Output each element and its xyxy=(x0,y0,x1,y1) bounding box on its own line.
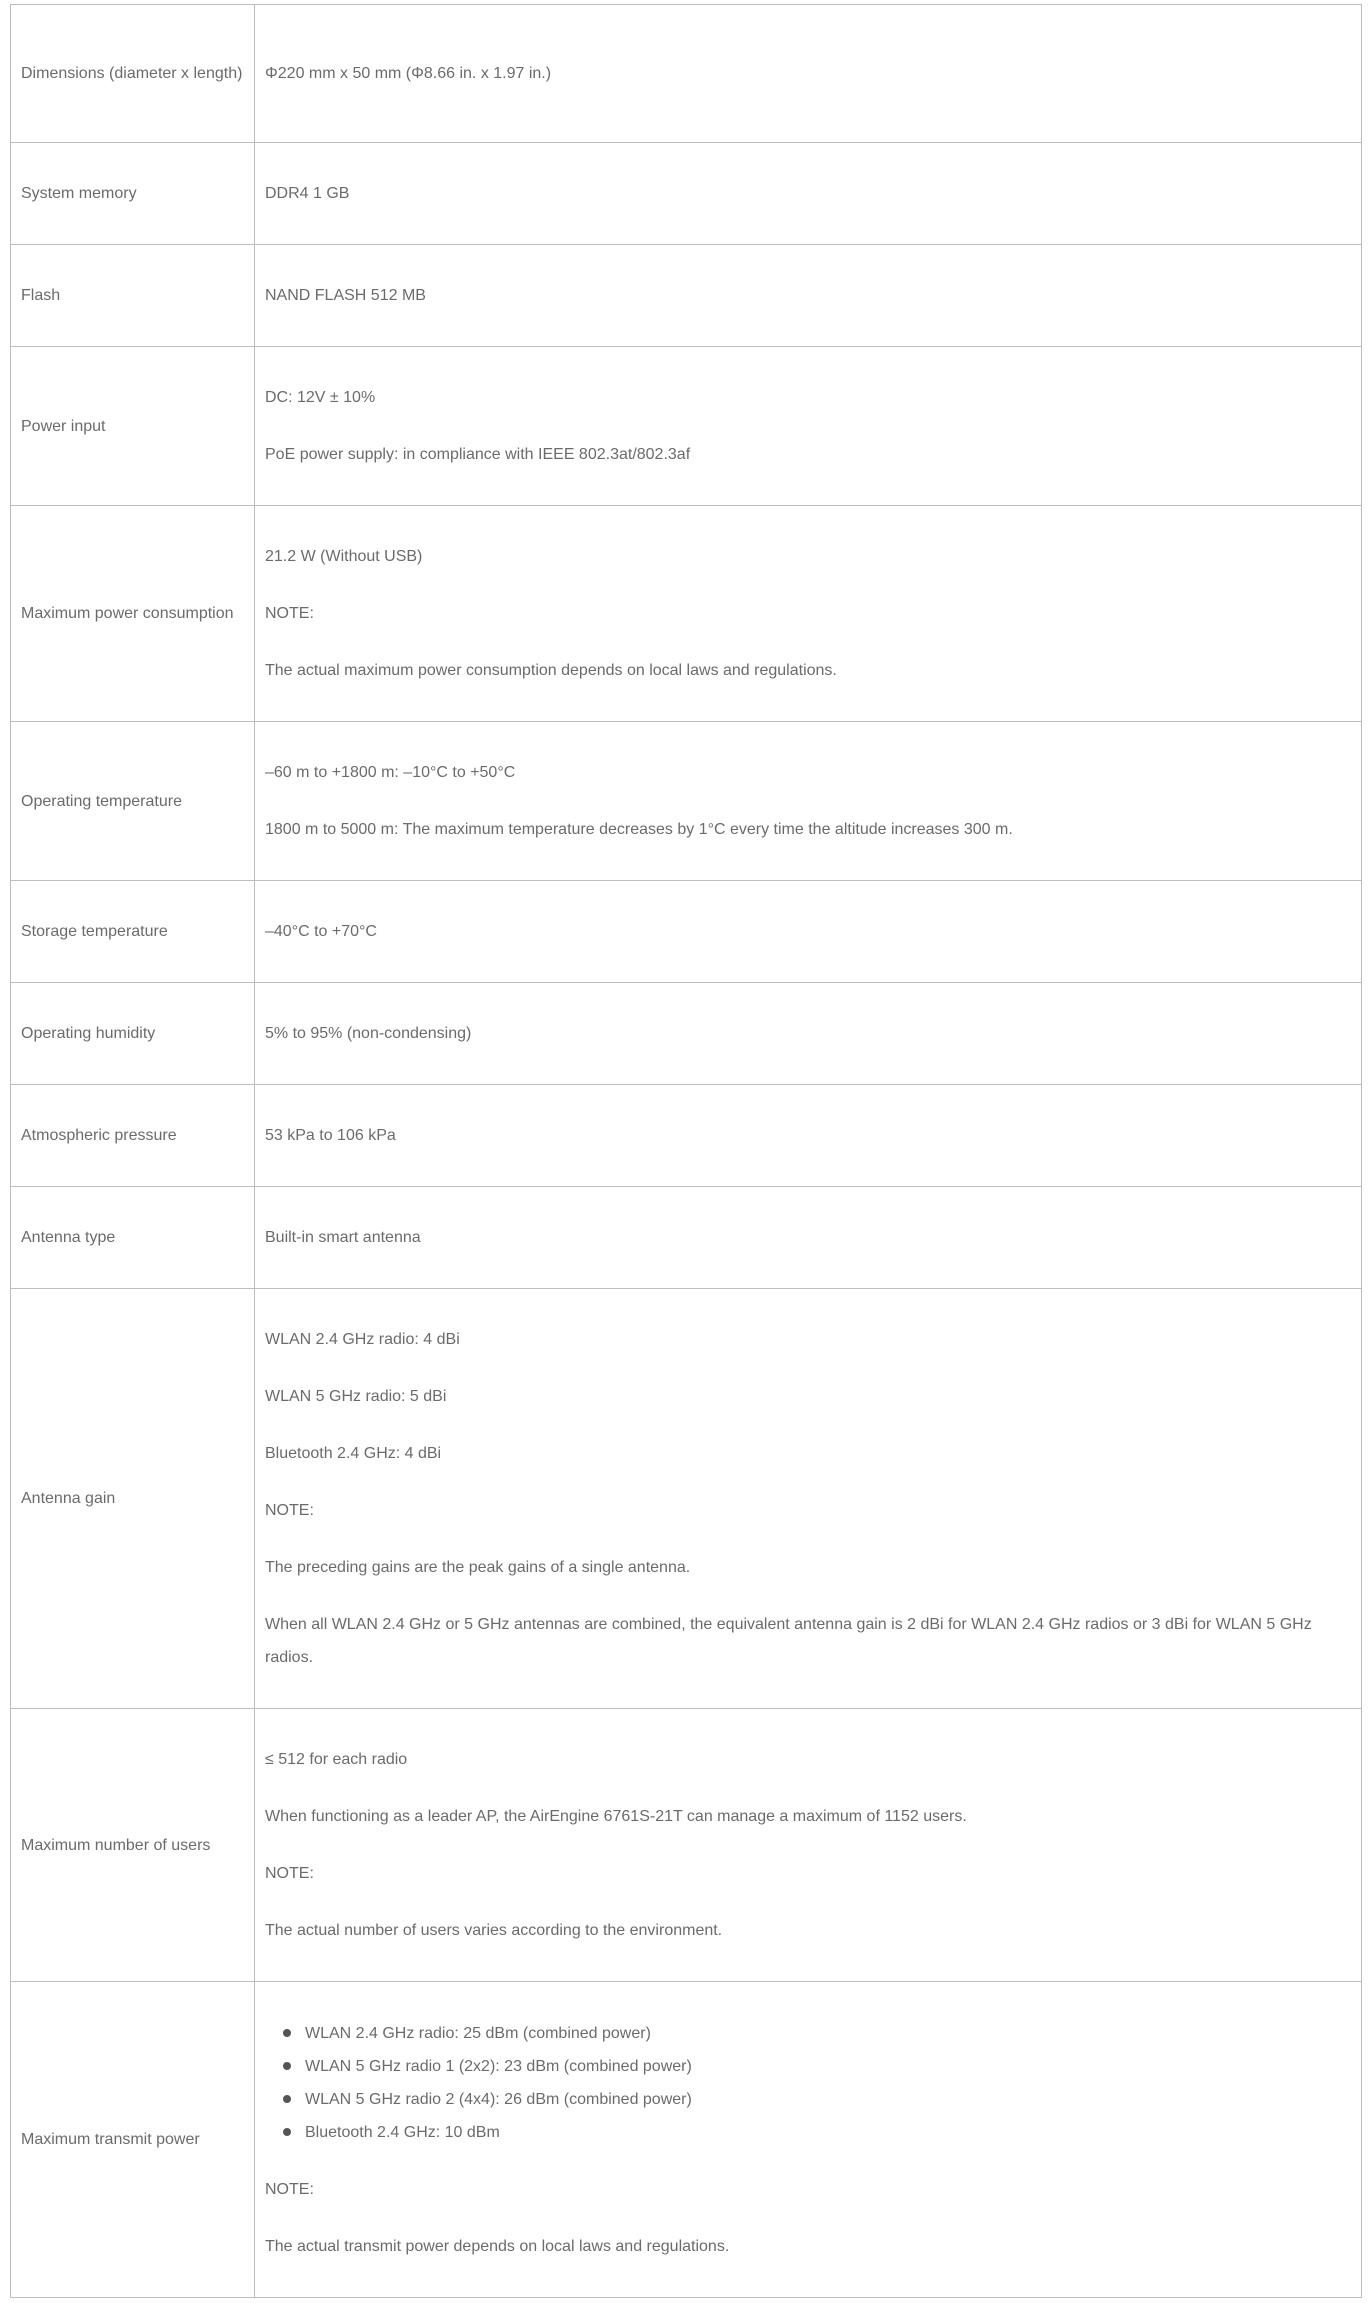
row-label: Atmospheric pressure xyxy=(11,1085,255,1187)
row-label: Maximum power consumption xyxy=(11,506,255,722)
note-text: The preceding gains are the peak gains of a single antenna. xyxy=(265,1559,691,1576)
table-row xyxy=(11,1085,1362,1187)
row-label: Antenna type xyxy=(11,1187,255,1289)
row-label: Storage temperature xyxy=(11,881,255,983)
note-label: NOTE: xyxy=(265,605,314,622)
row-value xyxy=(255,1289,1362,1709)
row-value xyxy=(255,1187,1362,1289)
list-item-text: WLAN 5 GHz radio 1 (2x2): 23 dBm (combined power) xyxy=(305,2057,692,2075)
value-text: PoE power supply: in compliance with IEEE 802.3at/802.3af xyxy=(265,446,691,463)
row-label: Operating temperature xyxy=(11,722,255,881)
table-row xyxy=(11,5,1362,143)
value-text: WLAN 5 GHz radio: 5 dBi xyxy=(265,1388,447,1405)
table-row xyxy=(11,143,1362,245)
value-text: –40°C to +70°C xyxy=(265,923,377,940)
value-text: ≤ 512 for each radio xyxy=(265,1751,408,1768)
value-text: 1800 m to 5000 m: The maximum temperature decreases by 1°C every time the altitude increases 300 m. xyxy=(265,821,1013,838)
bullet-dot-icon xyxy=(283,2029,291,2037)
row-value xyxy=(255,983,1362,1085)
spec-table xyxy=(10,4,1362,2298)
table-row xyxy=(11,881,1362,983)
value-text: WLAN 2.4 GHz radio: 4 dBi xyxy=(265,1331,460,1348)
row-value xyxy=(255,1982,1362,2298)
row-value xyxy=(255,347,1362,506)
row-label: Maximum number of users xyxy=(11,1709,255,1982)
note-text: When all WLAN 2.4 GHz or 5 GHz antennas are combined, the equivalent antenna gain is 2 dBi for WLAN 2.4 GHz radios or 3 dBi for WLAN 5 GHz radios. xyxy=(265,1616,1312,1666)
value-text: When functioning as a leader AP, the AirEngine 6761S-21T can manage a maximum of 1152 users. xyxy=(265,1808,967,1825)
row-value xyxy=(255,722,1362,881)
value-text: Φ220 mm x 50 mm (Φ8.66 in. x 1.97 in.) xyxy=(265,65,552,82)
value-text: DDR4 1 GB xyxy=(265,185,350,202)
row-value xyxy=(255,5,1362,143)
list-item-text: WLAN 2.4 GHz radio: 25 dBm (combined power) xyxy=(305,2024,651,2042)
list-item xyxy=(283,2050,1351,2083)
bullet-dot-icon xyxy=(283,2062,291,2070)
note-text: The actual maximum power consumption depends on local laws and regulations. xyxy=(265,662,837,679)
row-label: System memory xyxy=(11,143,255,245)
list-item xyxy=(283,2116,1351,2149)
value-text: 21.2 W (Without USB) xyxy=(265,548,423,565)
value-text: Bluetooth 2.4 GHz: 4 dBi xyxy=(265,1445,442,1462)
row-label: Maximum transmit power xyxy=(11,1982,255,2298)
value-text: 5% to 95% (non-condensing) xyxy=(265,1025,472,1042)
list-item xyxy=(283,2017,1351,2050)
value-text: 53 kPa to 106 kPa xyxy=(265,1127,396,1144)
table-row xyxy=(11,1982,1362,2298)
table-row xyxy=(11,722,1362,881)
table-row xyxy=(11,983,1362,1085)
note-text: The actual transmit power depends on local laws and regulations. xyxy=(265,2237,730,2255)
note-label: NOTE: xyxy=(265,1502,314,1519)
table-row xyxy=(11,506,1362,722)
row-label: Antenna gain xyxy=(11,1289,255,1709)
list-item-text: Bluetooth 2.4 GHz: 10 dBm xyxy=(305,2123,500,2141)
note-text: The actual number of users varies according to the environment. xyxy=(265,1922,723,1939)
table-row xyxy=(11,1709,1362,1982)
value-text: DC: 12V ± 10% xyxy=(265,389,376,406)
table-row xyxy=(11,1187,1362,1289)
row-value xyxy=(255,143,1362,245)
note-label: NOTE: xyxy=(265,1865,314,1882)
value-text: Built-in smart antenna xyxy=(265,1229,421,1246)
table-row xyxy=(11,347,1362,506)
note-label: NOTE: xyxy=(265,2180,314,2198)
row-value xyxy=(255,1085,1362,1187)
row-value xyxy=(255,1709,1362,1982)
row-label: Dimensions (diameter x length) xyxy=(11,5,255,143)
list-item xyxy=(283,2083,1351,2116)
table-row xyxy=(11,1289,1362,1709)
value-text: NAND FLASH 512 MB xyxy=(265,287,426,304)
row-value xyxy=(255,506,1362,722)
bullet-list xyxy=(265,2017,1351,2149)
table-row xyxy=(11,245,1362,347)
bullet-dot-icon xyxy=(283,2128,291,2136)
row-value xyxy=(255,245,1362,347)
row-label: Power input xyxy=(11,347,255,506)
value-text: –60 m to +1800 m: –10°C to +50°C xyxy=(265,764,516,781)
list-item-text: WLAN 5 GHz radio 2 (4x4): 26 dBm (combined power) xyxy=(305,2090,692,2108)
bullet-dot-icon xyxy=(283,2095,291,2103)
row-label: Flash xyxy=(11,245,255,347)
row-value xyxy=(255,881,1362,983)
row-label: Operating humidity xyxy=(11,983,255,1085)
